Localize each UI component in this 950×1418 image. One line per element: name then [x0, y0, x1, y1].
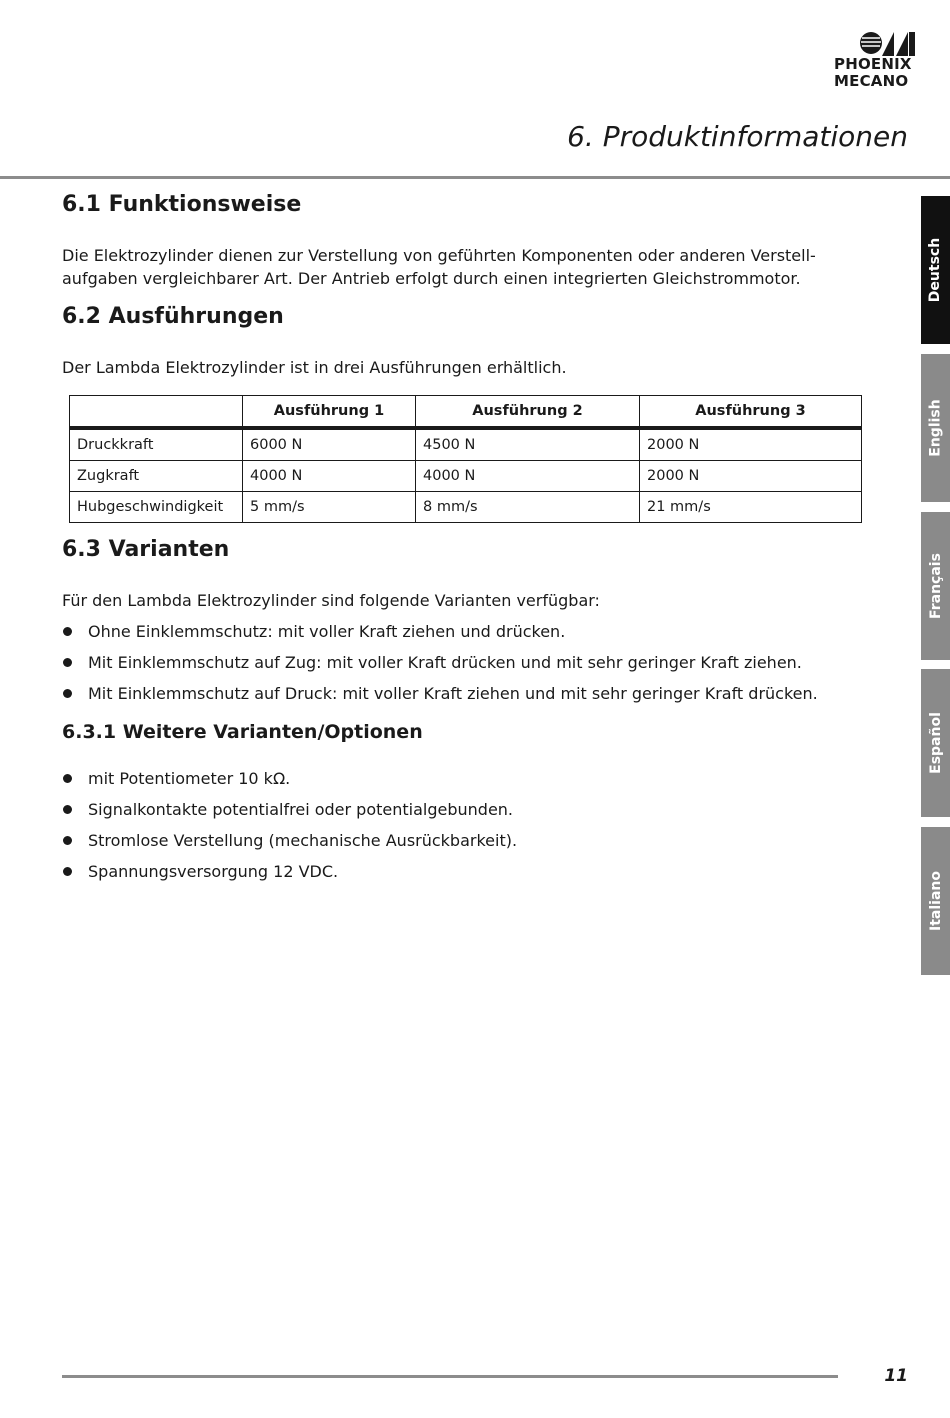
logo-line-2: MECANO: [834, 72, 909, 90]
tab-italiano[interactable]: [921, 827, 950, 975]
logo-line-1: PHOENIX: [834, 55, 912, 73]
table-cell: 5 mm/s: [243, 492, 416, 523]
tab-label: Italiano: [927, 871, 944, 931]
table-cell: 8 mm/s: [416, 492, 640, 523]
table-row: [70, 428, 862, 461]
list-item: Ohne Einklemmschutz: mit voller Kraft ziehen und drücken.: [62, 620, 862, 643]
phoenix-mecano-logo-icon: [860, 30, 916, 56]
footer-divider: [62, 1375, 838, 1378]
page-number: 11: [884, 1366, 908, 1386]
section-title-funktionsweise: 6.1 Funktionsweise: [62, 192, 302, 217]
specs-table: [69, 395, 862, 523]
table-cell: 4000 N: [243, 461, 416, 492]
table-header-cell: Ausführung 1: [243, 396, 416, 429]
tab-label: Français: [927, 553, 944, 619]
varianten-list: [62, 620, 862, 705]
list-item: Stromlose Verstellung (mechanische Ausrückbarkeit).: [62, 829, 862, 852]
optionen-list: [62, 767, 862, 883]
section-body-varianten: Für den Lambda Elektrozylinder sind folgende Varianten verfügbar:: [62, 591, 600, 610]
tab-label: Español: [927, 712, 944, 774]
table-cell: Druckkraft: [70, 428, 243, 461]
table-cell: 4000 N: [416, 461, 640, 492]
section-body-funktionsweise: Die Elektrozylinder dienen zur Verstellung von geführten Komponenten oder anderen Verstell-aufgaben vergleichbarer Art. Der Antrieb erfolgt durch einen integrierten Gleichstrommotor.: [62, 246, 816, 288]
table-header-cell: Ausführung 2: [416, 396, 640, 429]
list-item: Mit Einklemmschutz auf Druck: mit voller Kraft ziehen und mit sehr geringer Kraft drücken.: [62, 682, 862, 705]
list-item: Spannungsversorgung 12 VDC.: [62, 860, 862, 883]
tab-deutsch[interactable]: [921, 196, 950, 344]
table-header-cell: [70, 396, 243, 429]
tab-francais[interactable]: [921, 512, 950, 660]
brand-logo: [834, 30, 920, 90]
section-body-ausfuehrungen: Der Lambda Elektrozylinder ist in drei Ausführungen erhältlich.: [62, 358, 567, 377]
section-title-ausfuehrungen: 6.2 Ausführungen: [62, 304, 284, 329]
tab-english[interactable]: [921, 354, 950, 502]
table-header-cell: Ausführung 3: [640, 396, 862, 429]
table-cell: 2000 N: [640, 461, 862, 492]
table-cell: 4500 N: [416, 428, 640, 461]
table-cell: 21 mm/s: [640, 492, 862, 523]
tab-label: Deutsch: [927, 237, 944, 303]
table-header-row: [70, 396, 862, 429]
table-row: [70, 461, 862, 492]
tab-espanol[interactable]: [921, 669, 950, 817]
header-divider: [0, 176, 950, 179]
section-title-varianten: 6.3 Varianten: [62, 537, 230, 562]
chapter-title: 6. Produktinformationen: [567, 120, 908, 153]
table-cell: 2000 N: [640, 428, 862, 461]
section-title-weitere-varianten: 6.3.1 Weitere Varianten/Optionen: [62, 721, 423, 743]
table-row: [70, 492, 862, 523]
table-cell: Hubgeschwindigkeit: [70, 492, 243, 523]
main-content: [62, 188, 862, 883]
tab-label: English: [927, 399, 944, 457]
list-item: mit Potentiometer 10 kΩ.: [62, 767, 862, 790]
table-cell: 6000 N: [243, 428, 416, 461]
table-cell: Zugkraft: [70, 461, 243, 492]
list-item: Signalkontakte potentialfrei oder potentialgebunden.: [62, 798, 862, 821]
list-item: Mit Einklemmschutz auf Zug: mit voller Kraft drücken und mit sehr geringer Kraft ziehen.: [62, 651, 862, 674]
